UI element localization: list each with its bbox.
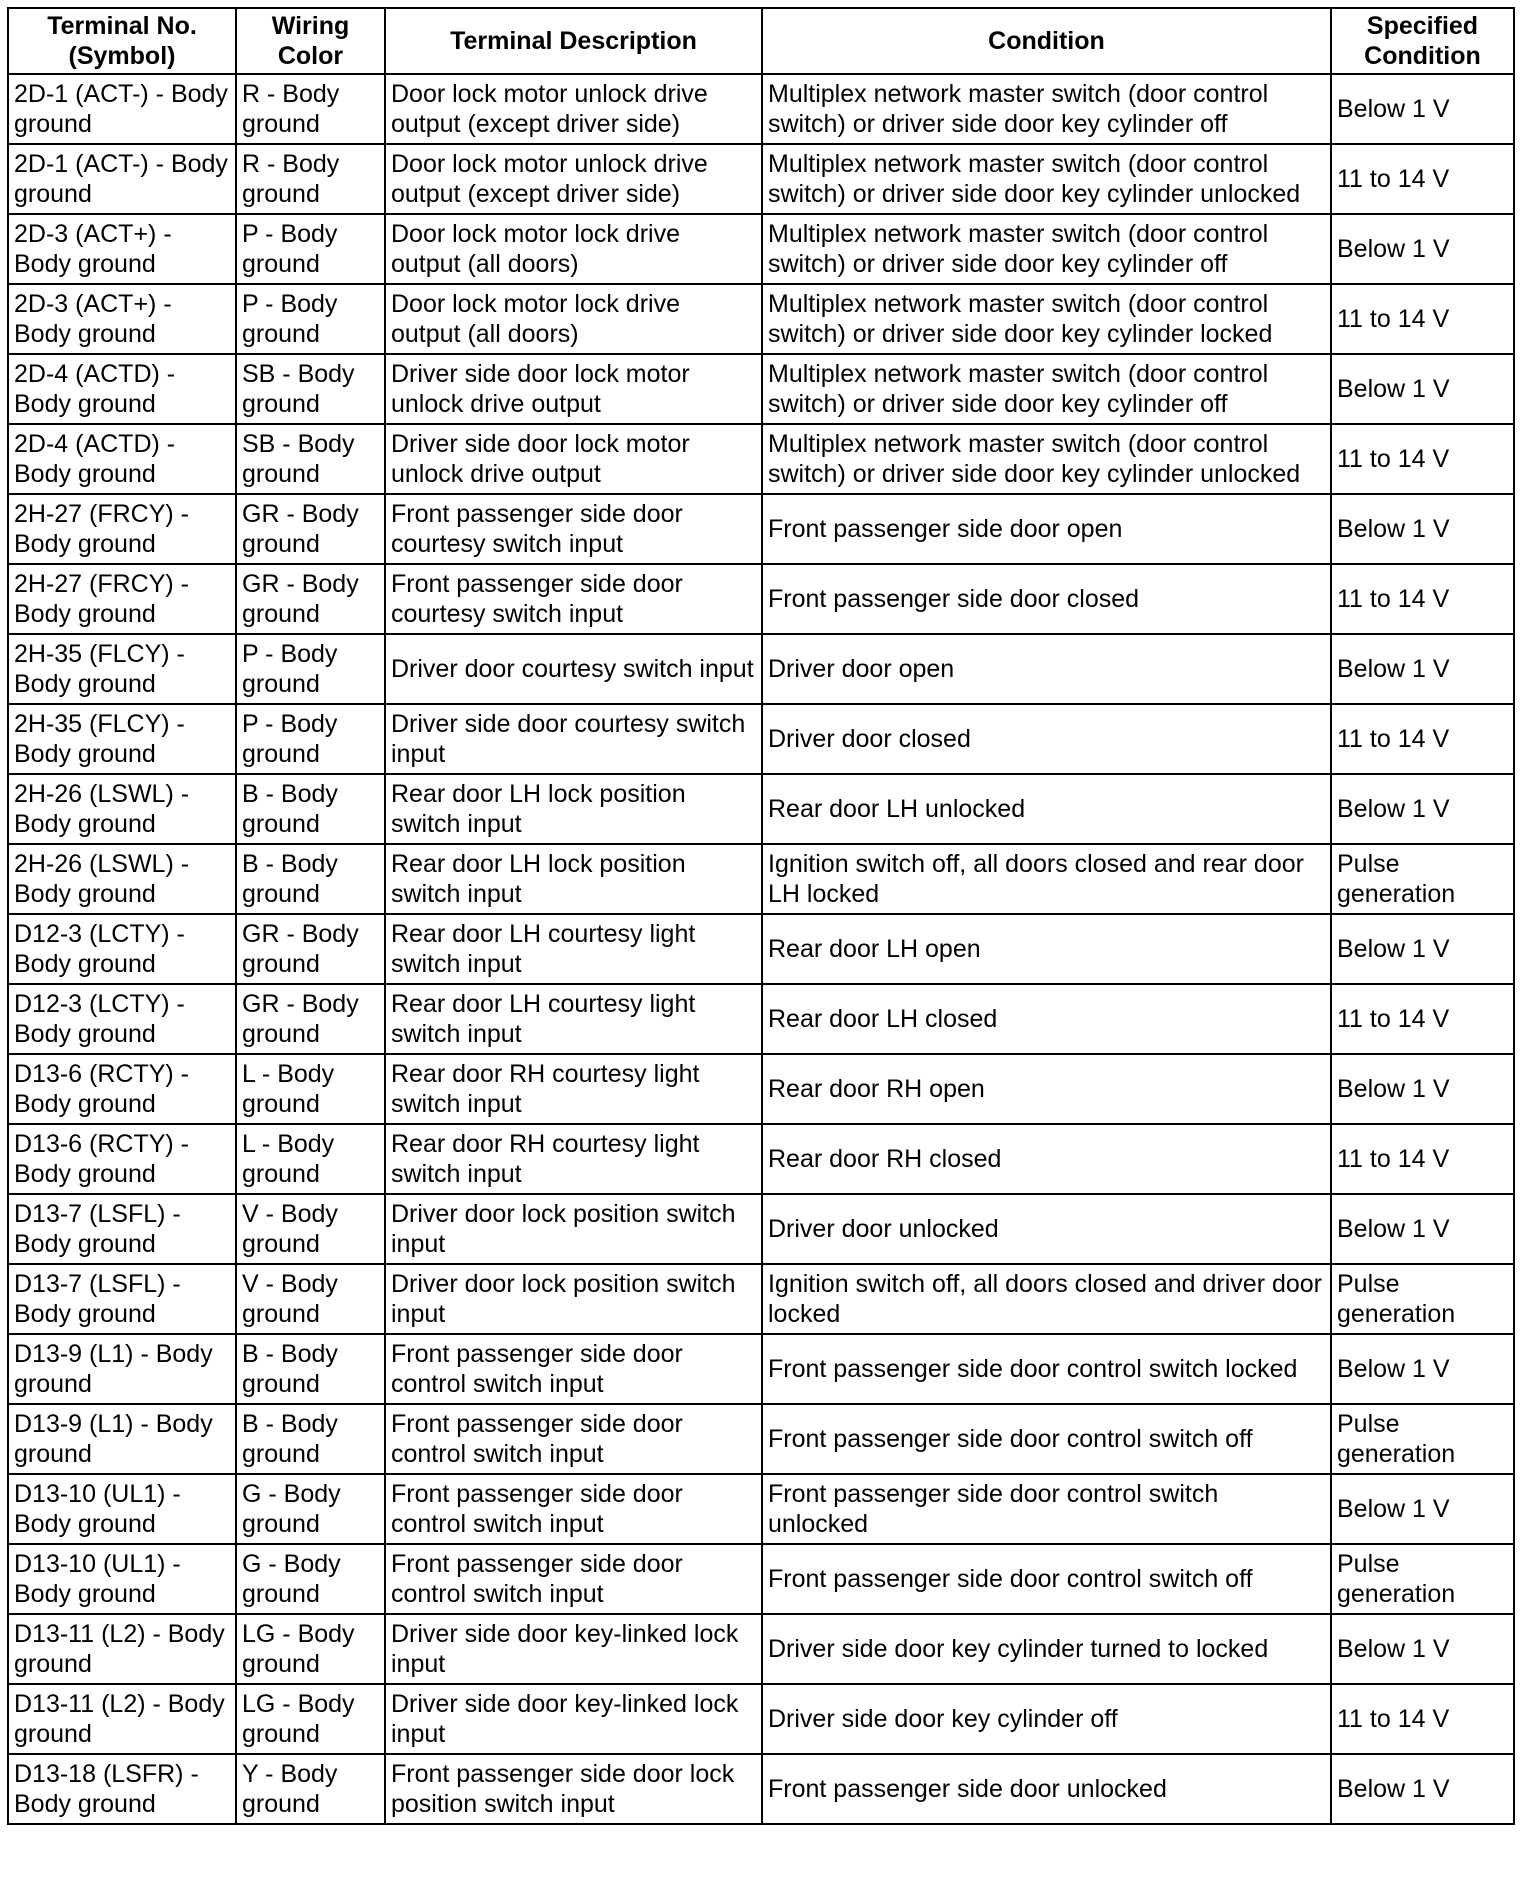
cell-condition: Front passenger side door open (762, 494, 1331, 564)
table-row (8, 214, 1514, 284)
cell-condition: Front passenger side door control switch off (762, 1404, 1331, 1474)
cell-specified-condition: Below 1 V (1331, 1334, 1514, 1404)
header-specified-condition: Specified Condition (1331, 8, 1514, 74)
table-row (8, 1194, 1514, 1264)
cell-condition: Multiplex network master switch (door control switch) or driver side door key cylinder locked (762, 284, 1331, 354)
cell-terminal-no: 2H-26 (LSWL) - Body ground (8, 844, 236, 914)
table-row (8, 1334, 1514, 1404)
cell-condition: Driver door open (762, 634, 1331, 704)
table-row (8, 144, 1514, 214)
cell-terminal-no: 2H-35 (FLCY) - Body ground (8, 704, 236, 774)
cell-condition: Ignition switch off, all doors closed and rear door LH locked (762, 844, 1331, 914)
cell-wiring-color: L - Body ground (236, 1124, 385, 1194)
cell-terminal-no: D13-6 (RCTY) - Body ground (8, 1124, 236, 1194)
cell-condition: Multiplex network master switch (door control switch) or driver side door key cylinder unlocked (762, 424, 1331, 494)
cell-condition: Ignition switch off, all doors closed and driver door locked (762, 1264, 1331, 1334)
cell-specified-condition: Below 1 V (1331, 914, 1514, 984)
cell-condition: Front passenger side door closed (762, 564, 1331, 634)
cell-terminal-description: Driver door lock position switch input (385, 1194, 762, 1264)
cell-terminal-no: 2H-26 (LSWL) - Body ground (8, 774, 236, 844)
cell-wiring-color: V - Body ground (236, 1264, 385, 1334)
cell-specified-condition: 11 to 14 V (1331, 564, 1514, 634)
table-row (8, 1544, 1514, 1614)
cell-condition: Driver door closed (762, 704, 1331, 774)
cell-condition: Multiplex network master switch (door control switch) or driver side door key cylinder off (762, 354, 1331, 424)
cell-specified-condition: 11 to 14 V (1331, 704, 1514, 774)
table-row (8, 634, 1514, 704)
cell-terminal-description: Driver door lock position switch input (385, 1264, 762, 1334)
cell-specified-condition: Below 1 V (1331, 214, 1514, 284)
cell-terminal-no: D13-6 (RCTY) - Body ground (8, 1054, 236, 1124)
cell-wiring-color: Y - Body ground (236, 1754, 385, 1824)
cell-condition: Multiplex network master switch (door control switch) or driver side door key cylinder unlocked (762, 144, 1331, 214)
cell-condition: Multiplex network master switch (door control switch) or driver side door key cylinder off (762, 214, 1331, 284)
table-row (8, 564, 1514, 634)
cell-specified-condition: Below 1 V (1331, 1614, 1514, 1684)
cell-terminal-no: D12-3 (LCTY) - Body ground (8, 984, 236, 1054)
cell-specified-condition: Below 1 V (1331, 1054, 1514, 1124)
cell-condition: Rear door RH open (762, 1054, 1331, 1124)
cell-wiring-color: P - Body ground (236, 634, 385, 704)
cell-wiring-color: G - Body ground (236, 1474, 385, 1544)
cell-condition: Driver side door key cylinder off (762, 1684, 1331, 1754)
cell-terminal-no: D13-10 (UL1) - Body ground (8, 1474, 236, 1544)
cell-terminal-no: 2D-3 (ACT+) - Body ground (8, 284, 236, 354)
cell-specified-condition: 11 to 14 V (1331, 424, 1514, 494)
table-row (8, 1404, 1514, 1474)
cell-terminal-no: D13-18 (LSFR) - Body ground (8, 1754, 236, 1824)
header-row (8, 8, 1514, 74)
cell-wiring-color: P - Body ground (236, 284, 385, 354)
cell-wiring-color: GR - Body ground (236, 914, 385, 984)
cell-specified-condition: 11 to 14 V (1331, 1684, 1514, 1754)
cell-terminal-description: Rear door LH lock position switch input (385, 774, 762, 844)
cell-terminal-description: Driver side door key-linked lock input (385, 1684, 762, 1754)
header-condition: Condition (762, 8, 1331, 74)
cell-terminal-no: 2D-1 (ACT-) - Body ground (8, 144, 236, 214)
cell-wiring-color: P - Body ground (236, 214, 385, 284)
cell-condition: Front passenger side door unlocked (762, 1754, 1331, 1824)
cell-condition: Rear door LH open (762, 914, 1331, 984)
cell-condition: Rear door RH closed (762, 1124, 1331, 1194)
cell-wiring-color: SB - Body ground (236, 424, 385, 494)
cell-terminal-description: Door lock motor lock drive output (all doors) (385, 214, 762, 284)
cell-wiring-color: GR - Body ground (236, 494, 385, 564)
header-terminal-no: Terminal No. (Symbol) (8, 8, 236, 74)
cell-condition: Rear door LH closed (762, 984, 1331, 1054)
cell-wiring-color: P - Body ground (236, 704, 385, 774)
cell-wiring-color: SB - Body ground (236, 354, 385, 424)
table-row (8, 424, 1514, 494)
table-row (8, 1754, 1514, 1824)
cell-terminal-description: Rear door LH lock position switch input (385, 844, 762, 914)
cell-specified-condition: 11 to 14 V (1331, 144, 1514, 214)
cell-wiring-color: B - Body ground (236, 1334, 385, 1404)
cell-terminal-description: Door lock motor lock drive output (all doors) (385, 284, 762, 354)
table-row (8, 284, 1514, 354)
cell-condition: Front passenger side door control switch unlocked (762, 1474, 1331, 1544)
cell-wiring-color: R - Body ground (236, 74, 385, 144)
cell-terminal-no: D13-7 (LSFL) - Body ground (8, 1194, 236, 1264)
cell-terminal-no: 2H-27 (FRCY) - Body ground (8, 564, 236, 634)
table-row (8, 354, 1514, 424)
cell-condition: Front passenger side door control switch off (762, 1544, 1331, 1614)
header-terminal-description: Terminal Description (385, 8, 762, 74)
table-row (8, 844, 1514, 914)
cell-terminal-description: Door lock motor unlock drive output (except driver side) (385, 144, 762, 214)
cell-specified-condition: Pulse generation (1331, 1404, 1514, 1474)
cell-terminal-no: D13-11 (L2) - Body ground (8, 1684, 236, 1754)
cell-terminal-no: 2D-1 (ACT-) - Body ground (8, 74, 236, 144)
cell-wiring-color: L - Body ground (236, 1054, 385, 1124)
cell-condition: Driver door unlocked (762, 1194, 1331, 1264)
table-row (8, 774, 1514, 844)
cell-terminal-no: D13-10 (UL1) - Body ground (8, 1544, 236, 1614)
cell-wiring-color: B - Body ground (236, 774, 385, 844)
cell-specified-condition: 11 to 14 V (1331, 984, 1514, 1054)
table-row (8, 1474, 1514, 1544)
cell-wiring-color: GR - Body ground (236, 984, 385, 1054)
cell-wiring-color: V - Body ground (236, 1194, 385, 1264)
cell-terminal-description: Driver door courtesy switch input (385, 634, 762, 704)
cell-wiring-color: B - Body ground (236, 1404, 385, 1474)
cell-specified-condition: 11 to 14 V (1331, 1124, 1514, 1194)
cell-wiring-color: LG - Body ground (236, 1684, 385, 1754)
terminal-table (7, 7, 1515, 1825)
cell-condition: Rear door LH unlocked (762, 774, 1331, 844)
cell-specified-condition: Pulse generation (1331, 844, 1514, 914)
cell-terminal-no: D13-9 (L1) - Body ground (8, 1404, 236, 1474)
cell-specified-condition: Below 1 V (1331, 494, 1514, 564)
cell-terminal-no: D13-9 (L1) - Body ground (8, 1334, 236, 1404)
table-row (8, 1264, 1514, 1334)
cell-terminal-description: Front passenger side door control switch input (385, 1334, 762, 1404)
cell-terminal-no: 2D-3 (ACT+) - Body ground (8, 214, 236, 284)
table-row (8, 1124, 1514, 1194)
cell-terminal-description: Driver side door key-linked lock input (385, 1614, 762, 1684)
cell-terminal-no: 2H-27 (FRCY) - Body ground (8, 494, 236, 564)
cell-condition: Multiplex network master switch (door control switch) or driver side door key cylinder off (762, 74, 1331, 144)
cell-terminal-description: Front passenger side door control switch input (385, 1544, 762, 1614)
table-row (8, 1684, 1514, 1754)
cell-wiring-color: R - Body ground (236, 144, 385, 214)
cell-specified-condition: Below 1 V (1331, 1754, 1514, 1824)
cell-terminal-no: 2D-4 (ACTD) - Body ground (8, 424, 236, 494)
cell-specified-condition: Below 1 V (1331, 1474, 1514, 1544)
cell-specified-condition: Below 1 V (1331, 354, 1514, 424)
cell-terminal-no: D12-3 (LCTY) - Body ground (8, 914, 236, 984)
cell-specified-condition: Below 1 V (1331, 74, 1514, 144)
cell-terminal-description: Door lock motor unlock drive output (except driver side) (385, 74, 762, 144)
cell-wiring-color: LG - Body ground (236, 1614, 385, 1684)
cell-terminal-description: Front passenger side door courtesy switch input (385, 564, 762, 634)
header-wiring-color: Wiring Color (236, 8, 385, 74)
cell-specified-condition: Pulse generation (1331, 1544, 1514, 1614)
cell-terminal-description: Driver side door lock motor unlock drive output (385, 424, 762, 494)
table-row (8, 1054, 1514, 1124)
cell-wiring-color: G - Body ground (236, 1544, 385, 1614)
cell-condition: Front passenger side door control switch locked (762, 1334, 1331, 1404)
table-row (8, 494, 1514, 564)
cell-terminal-description: Front passenger side door control switch input (385, 1474, 762, 1544)
cell-terminal-description: Driver side door courtesy switch input (385, 704, 762, 774)
table-body (8, 74, 1514, 1824)
cell-terminal-description: Driver side door lock motor unlock drive output (385, 354, 762, 424)
table-row (8, 74, 1514, 144)
cell-terminal-no: D13-7 (LSFL) - Body ground (8, 1264, 236, 1334)
cell-specified-condition: Below 1 V (1331, 774, 1514, 844)
cell-terminal-no: D13-11 (L2) - Body ground (8, 1614, 236, 1684)
cell-specified-condition: Below 1 V (1331, 634, 1514, 704)
cell-specified-condition: Below 1 V (1331, 1194, 1514, 1264)
table-row (8, 984, 1514, 1054)
table-row (8, 914, 1514, 984)
cell-terminal-description: Front passenger side door control switch input (385, 1404, 762, 1474)
cell-terminal-no: 2H-35 (FLCY) - Body ground (8, 634, 236, 704)
cell-specified-condition: Pulse generation (1331, 1264, 1514, 1334)
cell-wiring-color: GR - Body ground (236, 564, 385, 634)
cell-terminal-description: Front passenger side door courtesy switch input (385, 494, 762, 564)
cell-terminal-description: Rear door RH courtesy light switch input (385, 1124, 762, 1194)
cell-condition: Driver side door key cylinder turned to locked (762, 1614, 1331, 1684)
cell-terminal-description: Rear door LH courtesy light switch input (385, 984, 762, 1054)
cell-terminal-description: Front passenger side door lock position switch input (385, 1754, 762, 1824)
cell-terminal-description: Rear door RH courtesy light switch input (385, 1054, 762, 1124)
cell-wiring-color: B - Body ground (236, 844, 385, 914)
cell-terminal-description: Rear door LH courtesy light switch input (385, 914, 762, 984)
cell-terminal-no: 2D-4 (ACTD) - Body ground (8, 354, 236, 424)
cell-specified-condition: 11 to 14 V (1331, 284, 1514, 354)
table-row (8, 704, 1514, 774)
table-row (8, 1614, 1514, 1684)
